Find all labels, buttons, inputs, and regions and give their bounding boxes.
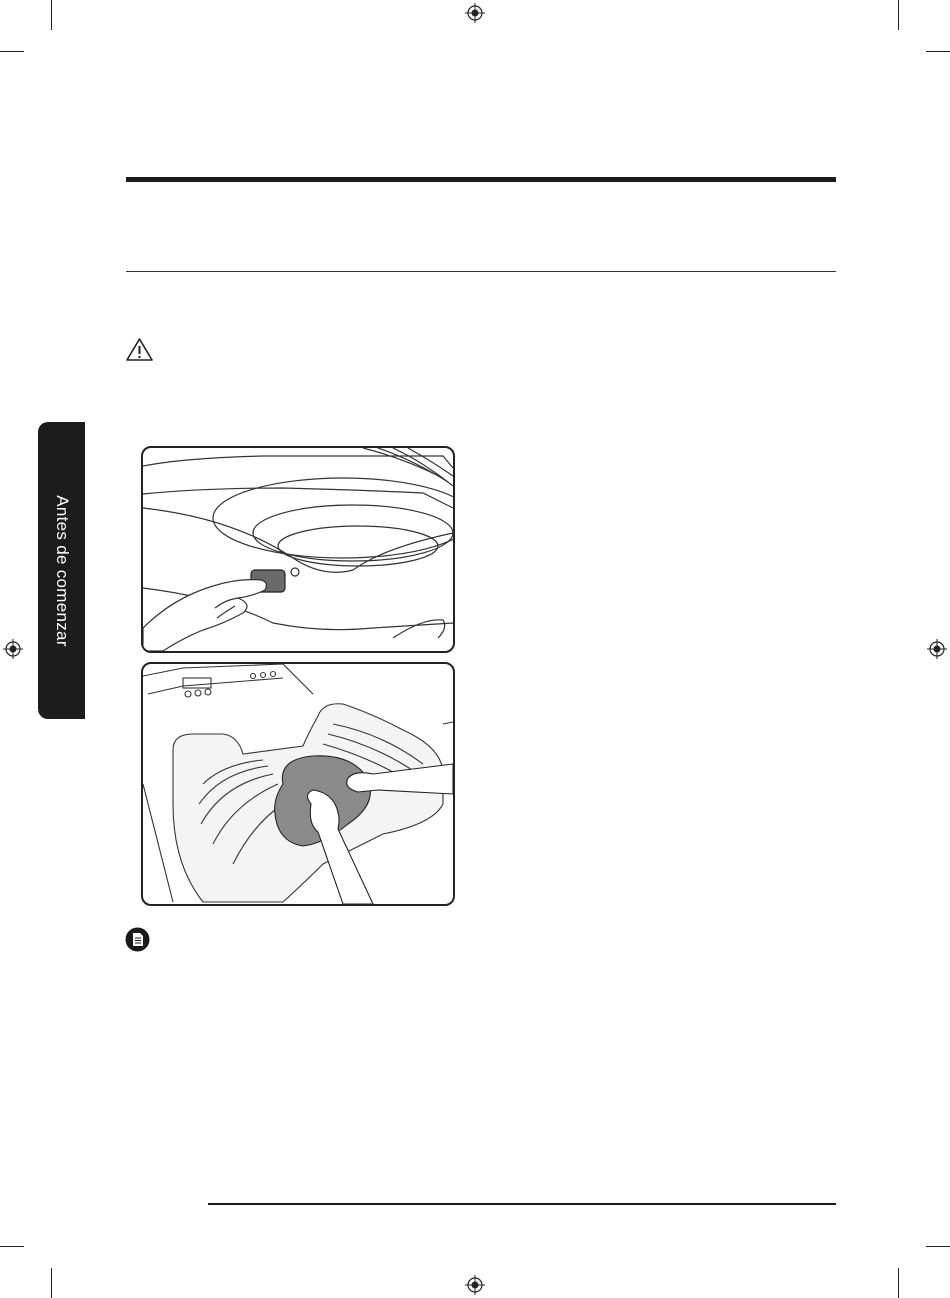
crop-mark (0, 1246, 24, 1247)
crop-mark (898, 1268, 899, 1298)
press-lid-button-illustration (141, 446, 455, 653)
section-top-rule (126, 177, 836, 182)
crop-mark (51, 0, 52, 30)
registration-mark-icon (465, 3, 485, 23)
footer-rule (208, 1203, 836, 1205)
warning-triangle-icon (125, 337, 154, 362)
registration-mark-icon (3, 639, 23, 659)
registration-mark-icon (465, 1275, 485, 1295)
side-tab-label: Antes de comenzar (52, 494, 72, 647)
crop-mark (0, 51, 24, 52)
crop-mark (898, 0, 899, 30)
crop-mark (926, 1246, 950, 1247)
note-icon (125, 927, 150, 952)
side-tab (38, 422, 85, 719)
load-laundry-illustration (141, 662, 455, 906)
section-sub-rule (126, 271, 836, 272)
crop-mark (926, 51, 950, 52)
crop-mark (51, 1268, 52, 1298)
registration-mark-icon (927, 639, 947, 659)
